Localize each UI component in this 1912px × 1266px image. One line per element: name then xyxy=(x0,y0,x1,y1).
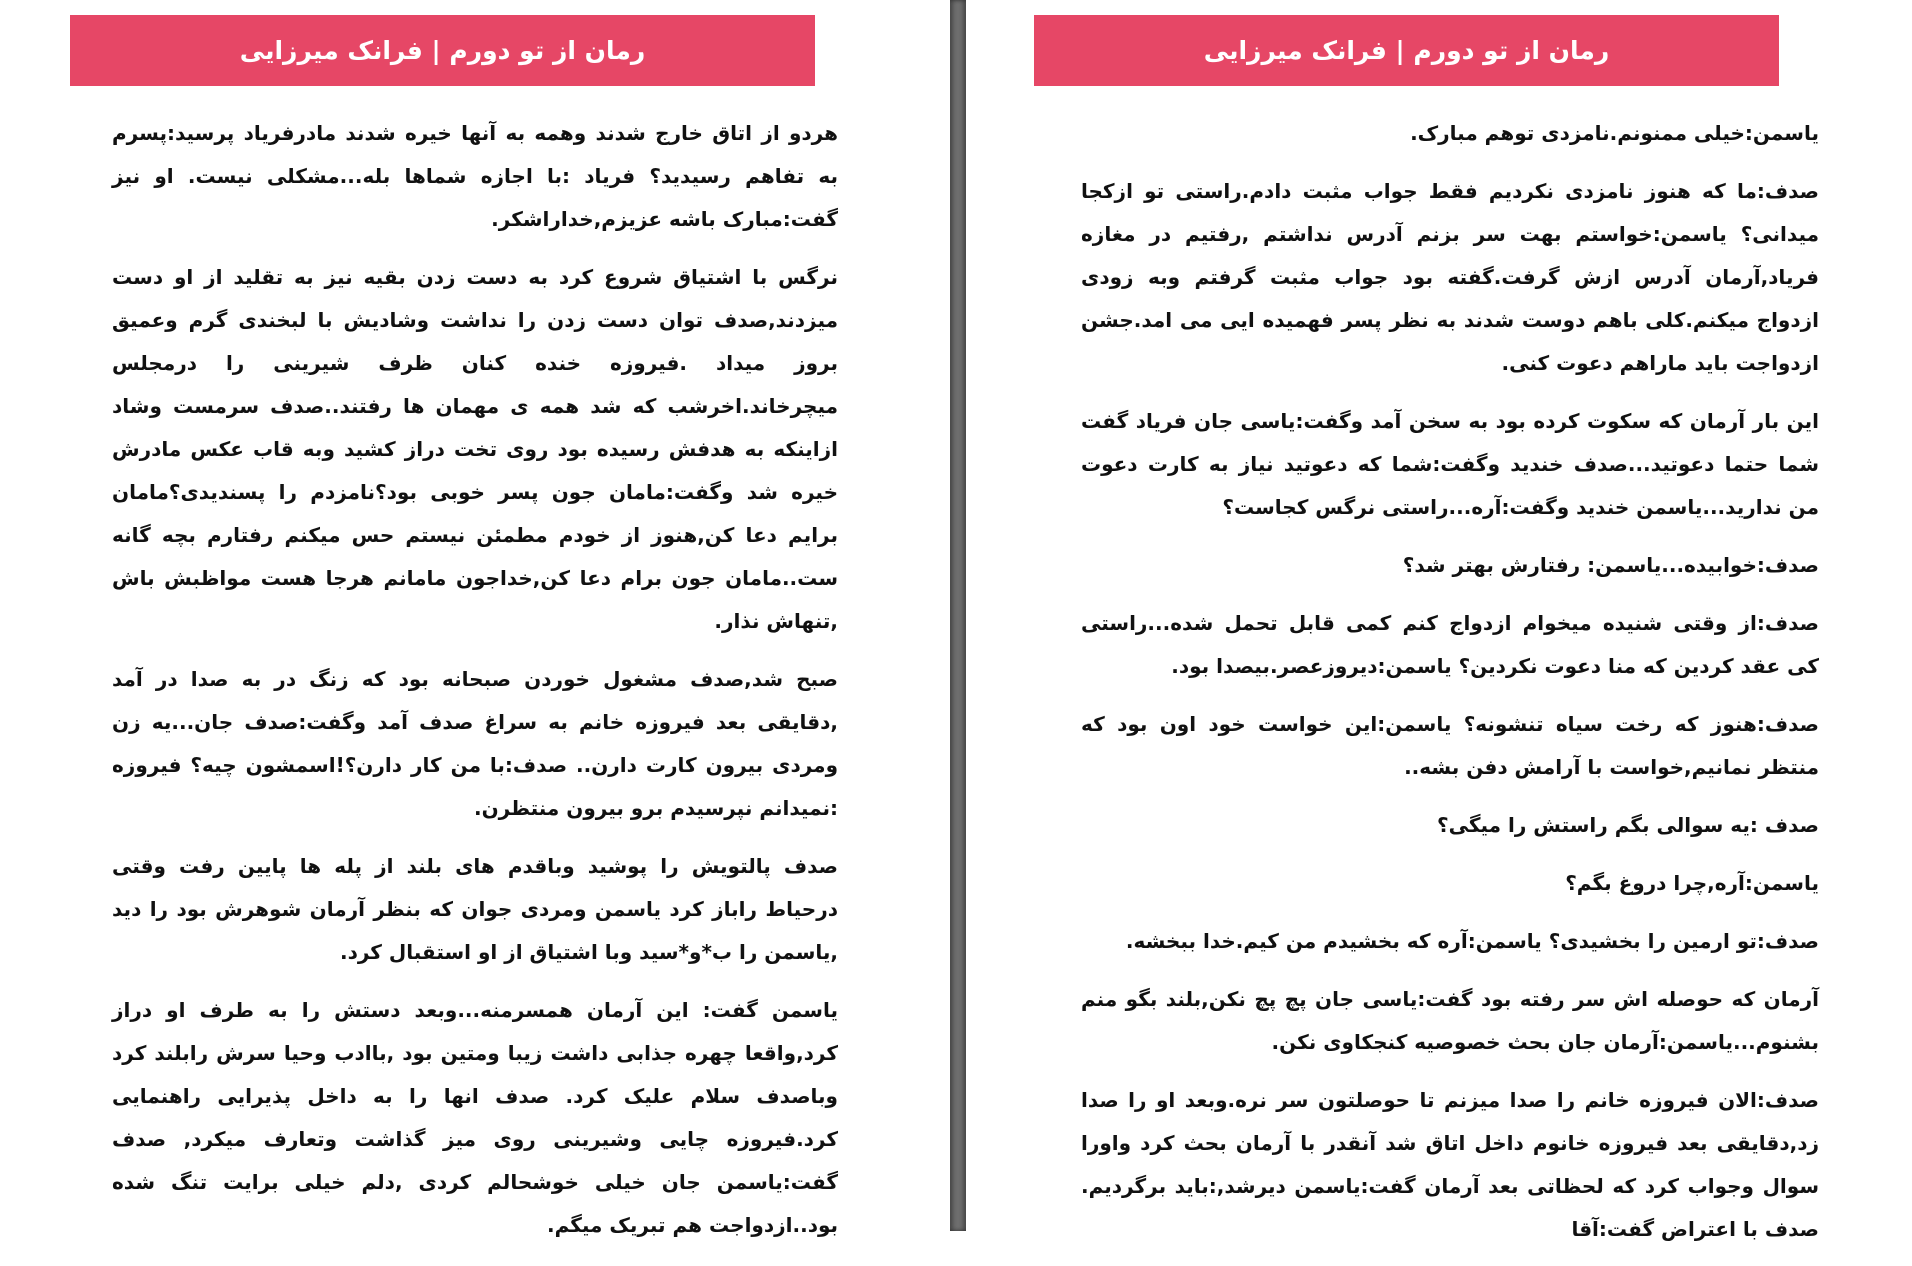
paragraph: صدف:الان فیروزه خانم را صدا میزنم تا حوصلتون سر نره.وبعد او را صدا زد,دقایقی بعد فیروزه خانوم داخل اتاق شد آنقدر با آرمان بحث کرد واورا سوال وجواب کرد که لحظاتی بعد آرمان گفت:یاسمن دیرشد,:باید برگردیم. صدف با اعتراض گفت:آقا xyxy=(1081,1088,1819,1241)
paragraph: این بار آرمان که سکوت کرده بود به سخن آمد وگفت:یاسی جان فریاد گفت شما حتما دعوتید...صدف خندید وگفت:شما که دعوتید نیاز به کارت دعوت من ندارید...یاسمن خندید وگفت:آره...راستی نرگس کجاست؟ xyxy=(1081,409,1819,519)
right-page-body xyxy=(1081,112,1819,1266)
paragraph: صدف :یه سوالی بگم راستش را میگی؟ xyxy=(1436,813,1819,837)
paragraph: صدف:خوابیده...یاسمن: رفتارش بهتر شد؟ xyxy=(1402,553,1819,577)
page-divider xyxy=(950,0,966,1231)
left-page-header: رمان از تو دورم | فرانک میرزایی xyxy=(70,15,815,86)
paragraph: یاسمن:آره,چرا دروغ بگم؟ xyxy=(1565,871,1819,895)
paragraph: آرمان که حوصله اش سر رفته بود گفت:یاسی جان پچ پچ نکن,بلند بگو منم بشنوم...یاسمن:آرمان جان بحث خصوصیه کنجکاوی نکن. xyxy=(1081,987,1819,1054)
paragraph: صدف:از وقتی شنیده میخوام ازدواج کنم کمی قابل تحمل شده...راستی کی عقد کردین که منا دعوت نکردین؟ یاسمن:دیروزعصر.بیصدا بود. xyxy=(1081,611,1819,678)
paragraph: صدف پالتویش را پوشید وباقدم های بلند از پله ها پایین رفت وقتی درحیاط راباز کرد یاسمن ومردی جوان که بنظر آرمان شوهرش بود را دید ,یاسمن را ب*و*سید وبا اشتیاق از او استقبال کرد. xyxy=(112,854,838,964)
right-page-header: رمان از تو دورم | فرانک میرزایی xyxy=(1034,15,1779,86)
paragraph: هردو از اتاق خارج شدند وهمه به آنها خیره شدند مادرفریاد پرسید:پسرم به تفاهم رسیدید؟ فریاد :با اجازه شماها بله...مشکلی نیست. او نیز گفت:مبارک باشه عزیزم,خداراشکر. xyxy=(112,121,838,231)
paragraph: صدف:تو ارمین را بخشیدی؟ یاسمن:آره که بخشیدم من کیم.خدا ببخشه. xyxy=(1125,929,1819,953)
paragraph: صدف:هنوز که رخت سیاه تنشونه؟ یاسمن:این خواست خود اون بود که منتظر نمانیم,خواست با آرامش دفن بشه.. xyxy=(1081,712,1819,779)
paragraph: یاسمن گفت: این آرمان همسرمنه...وبعد دستش را به طرف او دراز کرد,واقعا چهره جذابی داشت زیبا ومتین بود ,باادب وحیا سرش رابلند کرد وباصدف سلام علیک کرد. صدف انها را به داخل پذیرایی راهنمایی کرد.فیروزه چایی وشیرینی روی میز گذاشت وتعارف میکرد, صدف گفت:یاسمن جان خیلی خوشحالم کردی ,دلم خیلی برایت تنگ شده بود..ازدواجت هم تبریک میگم. xyxy=(112,998,838,1237)
paragraph: نرگس با اشتیاق شروع کرد به دست زدن بقیه نیز به تقلید از او دست میزدند,صدف توان دست زدن را نداشت وشادیش با لبخندی گرم وعمیق بروز میداد .فیروزه خنده کنان ظرف شیرینی را درمجلس میچرخاند.اخرشب که شد همه ی مهمان ها رفتند..صدف سرمست وشاد ازاینکه به هدفش رسیده بود روی تخت دراز کشید وبه قاب عکس مادرش خیره شد وگفت:مامان جون پسر خوبی بود؟نامزدم را پسندیدی؟مامان برایم دعا کن,هنوز از خودم مطمئن نیستم حس میکنم رفتارم بچه گانه ست..مامان جون برام دعا کن,خداجون مامانم هرجا هست مواظبش باش ,تنهاش نذار. xyxy=(112,265,838,633)
right-page xyxy=(966,0,1912,1241)
paragraph: یاسمن:خیلی ممنونم.نامزدی توهم مبارک. xyxy=(1410,121,1819,145)
left-page-body xyxy=(112,112,838,1262)
paragraph: صدف:ما که هنوز نامزدی نکردیم فقط جواب مثبت دادم.راستی تو ازکجا میدانی؟ یاسمن:خواستم بهت سر بزنم آدرس نداشتم ,رفتیم در مغازه فریاد,آرمان آدرس ازش گرفت.گفته بود جواب مثبت گرفتم وبه زودی ازدواج میکنم.کلی باهم دوست شدند به نظر پسر فهمیده ایی می امد.جشن ازدواجت باید ماراهم دعوت کنی. xyxy=(1081,179,1819,375)
paragraph: صبح شد,صدف مشغول خوردن صبحانه بود که زنگ در به صدا در آمد ,دقایقی بعد فیروزه خانم به سراغ صدف آمد وگفت:صدف جان...یه زن ومردی بیرون کارت دارن.. صدف:با من کار دارن؟!اسمشون چیه؟ فیروزه :نمیدانم نپرسیدم برو بیرون منتظرن. xyxy=(112,667,838,820)
left-page xyxy=(0,0,950,1237)
